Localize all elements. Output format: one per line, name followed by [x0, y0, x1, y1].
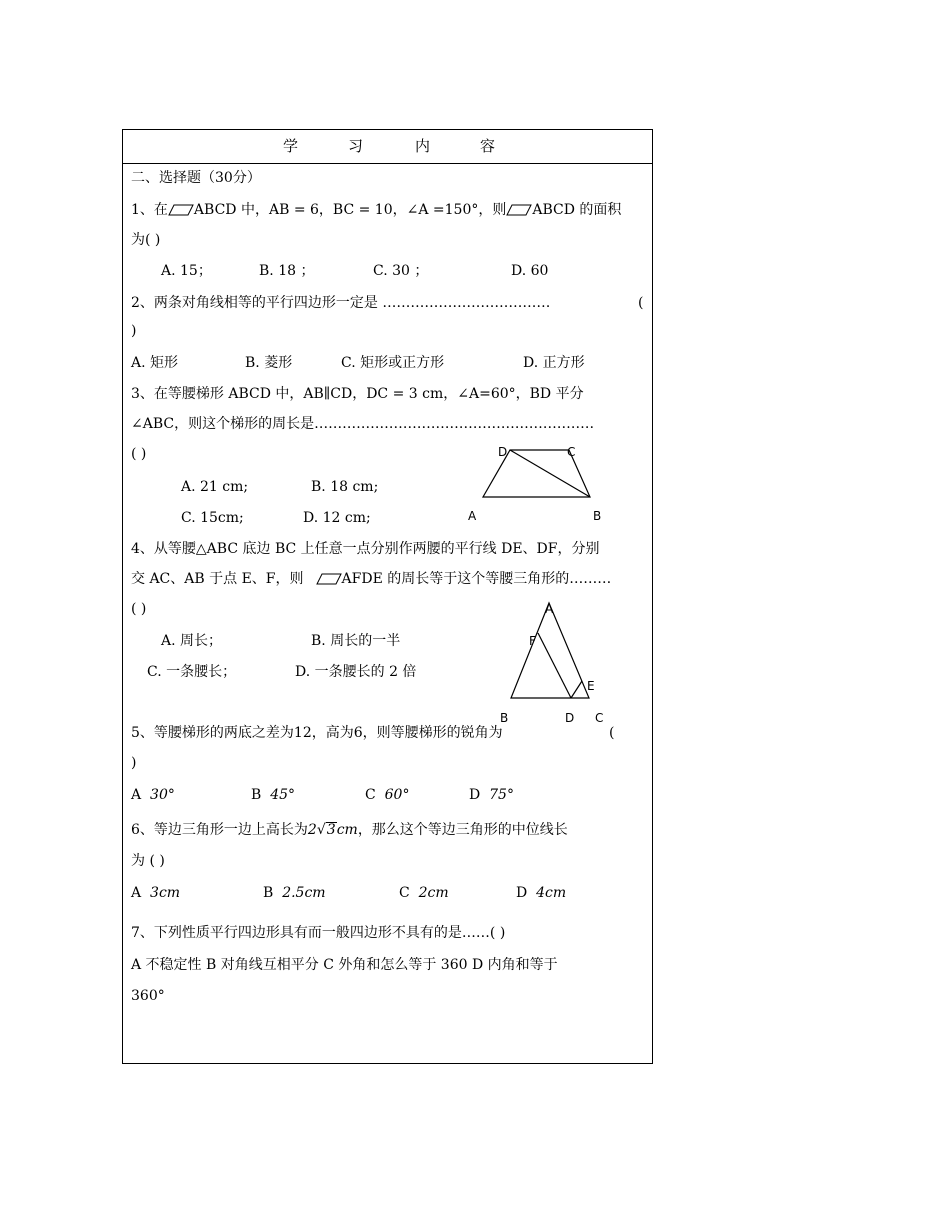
- q6-line2: 为 ( ): [131, 853, 165, 869]
- label-b: B: [500, 711, 509, 725]
- q6-radicand: 3: [326, 822, 336, 838]
- q3-option-d: D. 12 cm;: [303, 510, 371, 526]
- q2-line2: ): [131, 323, 137, 339]
- question-6: 6、等边三角形一边上高长为2√3cm，那么这个等边三角形的中位线长: [131, 822, 568, 838]
- q2-paren: (: [638, 295, 644, 311]
- table-header: [123, 130, 652, 164]
- label-d: D: [498, 445, 508, 459]
- q4-option-d: D. 一条腰长的 2 倍: [295, 664, 417, 680]
- option-value: 2.5cm: [282, 885, 326, 901]
- option-value: 3cm: [150, 885, 181, 901]
- option-value: 45°: [270, 787, 296, 803]
- option-letter: C: [365, 787, 376, 803]
- q4-option-b: B. 周长的一半: [311, 633, 401, 649]
- q4-line2: [131, 569, 611, 589]
- q4-option-a: A. 周长；: [161, 633, 223, 649]
- label-d: D: [565, 711, 575, 725]
- q5-option-a: [131, 785, 175, 805]
- q3-option-a: A. 21 cm;: [181, 479, 249, 495]
- question-2: 2、两条对角线相等的平行四边形一定是 ………………………………: [131, 295, 551, 311]
- option-value: 30°: [150, 787, 175, 803]
- q2-option-b: B. 菱形: [245, 355, 293, 371]
- option-letter: C: [399, 885, 410, 901]
- q2-option-a: A. 矩形: [131, 355, 179, 371]
- q4-line3: ( ): [131, 601, 147, 617]
- trapezoid-figure: [463, 440, 613, 525]
- q2-option-d: D. 正方形: [523, 355, 585, 371]
- parallelogram-icon: [168, 204, 194, 216]
- option-value: 2cm: [418, 885, 449, 901]
- q4-option-c: C. 一条腰长；: [147, 664, 237, 680]
- q1-option-c: C. 30 ；: [373, 263, 429, 279]
- label-c: C: [567, 445, 576, 459]
- q1-line2: 为( ): [131, 232, 161, 248]
- question-3: 3、在等腰梯形 ABCD 中，AB∥CD，DC = 3 cm，∠A=60°，BD 平分: [131, 386, 584, 402]
- option-value: 60°: [384, 787, 410, 803]
- option-letter: B: [251, 787, 262, 803]
- q5-option-b: [251, 785, 295, 805]
- triangle-figure: [493, 595, 603, 730]
- q7-line2: A 不稳定性 B 对角线互相平分 C 外角和怎么等于 360 D 内角和等于: [131, 957, 558, 973]
- parallelogram-icon: [316, 573, 342, 585]
- header-char: 容: [480, 137, 496, 155]
- q2-option-c: C. 矩形或正方形: [341, 355, 445, 371]
- q6-option-d: [516, 883, 566, 903]
- q6-unit: cm: [336, 822, 358, 838]
- q5-option-c: [365, 785, 409, 805]
- q1-mid: ABCD 中，AB = 6，BC = 10，∠A =150°，则: [193, 202, 507, 218]
- q5-paren: (: [609, 725, 615, 741]
- option-letter: D: [516, 885, 528, 901]
- q3-line3: ( ): [131, 446, 147, 462]
- q3-option-c: C. 15cm;: [181, 510, 244, 526]
- q7-line3: 360°: [131, 988, 165, 1004]
- label-e: E: [587, 679, 595, 693]
- q6-option-c: [399, 883, 449, 903]
- label-a: A: [545, 602, 554, 616]
- label-a: A: [468, 509, 477, 523]
- question-7: 7、下列性质平行四边形具有而一般四边形不具有的是……( ): [131, 925, 506, 941]
- header-char: 内: [415, 137, 431, 155]
- content-table: [122, 129, 653, 1064]
- label-b: B: [593, 509, 602, 523]
- q1-post: ABCD 的面积: [532, 202, 622, 218]
- question-1: [131, 200, 621, 220]
- q4-line2a: 交 AC、AB 于点 E、F，则: [131, 571, 304, 587]
- q4-line2b: AFDE 的周长等于这个等腰三角形的………: [341, 571, 612, 587]
- q6-option-b: [263, 883, 326, 903]
- q5-line2: ): [131, 755, 137, 771]
- q1-option-b: B. 18 ；: [259, 263, 315, 279]
- header-char: 习: [348, 137, 364, 155]
- option-value: 75°: [489, 787, 514, 803]
- option-value: 4cm: [536, 885, 567, 901]
- q3-option-b: B. 18 cm;: [311, 479, 379, 495]
- question-5: 5、等腰梯形的两底之差为12，高为6，则等腰梯形的锐角为: [131, 725, 503, 741]
- q1-option-d: D. 60: [511, 263, 549, 279]
- question-4: 4、从等腰△ABC 底边 BC 上任意一点分别作两腰的平行线 DE、DF，分别: [131, 541, 600, 557]
- option-letter: B: [263, 885, 274, 901]
- option-letter: A: [131, 885, 142, 901]
- q6-pre: 6、等边三角形一边上高长为: [131, 822, 308, 838]
- q6-coef: 2: [307, 822, 317, 838]
- q1-option-a: A. 15；: [161, 263, 212, 279]
- q1-pre: 1、在: [131, 202, 168, 218]
- parallelogram-icon: [506, 204, 532, 216]
- label-f: F: [529, 634, 536, 648]
- option-letter: D: [469, 787, 481, 803]
- section-title: 二、选择题（30分）: [131, 170, 261, 186]
- q6-option-a: [131, 883, 180, 903]
- q3-line2: ∠ABC，则这个梯形的周长是……………………………………………………: [131, 416, 595, 432]
- label-c: C: [595, 711, 603, 725]
- q5-option-d: [469, 785, 514, 805]
- header-char: 学: [283, 137, 299, 155]
- option-letter: A: [131, 787, 142, 803]
- q6-post: ，那么这个等边三角形的中位线长: [357, 822, 568, 838]
